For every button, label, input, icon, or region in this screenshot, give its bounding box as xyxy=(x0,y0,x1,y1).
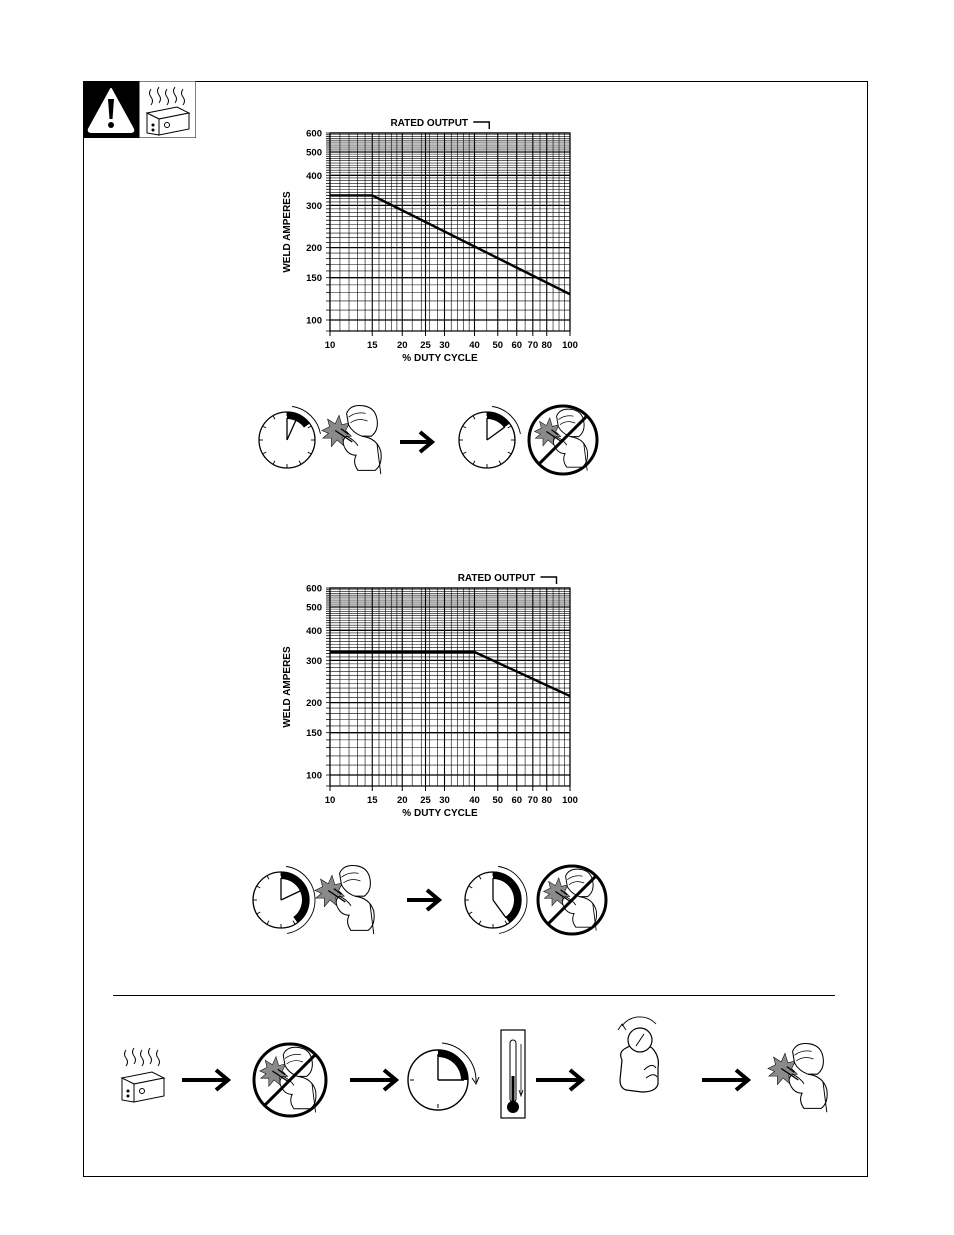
x-tick-label: 20 xyxy=(396,795,408,806)
x-tick-label: 60 xyxy=(511,795,523,806)
x-tick-label: 70 xyxy=(527,795,539,806)
x-tick-label: 40 xyxy=(469,340,480,351)
x-axis-label: % DUTY CYCLE xyxy=(402,808,478,819)
y-tick-label: 400 xyxy=(306,170,322,182)
y-tick-label: 400 xyxy=(306,625,322,637)
rated-output-marker xyxy=(540,577,556,584)
welder-icon xyxy=(315,865,374,934)
x-tick-label: 100 xyxy=(562,340,578,351)
right-arrow-icon xyxy=(536,1070,582,1090)
clock-icon xyxy=(408,1043,479,1110)
chart-series xyxy=(330,195,570,294)
x-tick-label: 30 xyxy=(439,795,450,806)
y-tick-label: 100 xyxy=(306,315,322,327)
x-tick-label: 100 xyxy=(562,795,578,806)
x-tick-label: 40 xyxy=(469,795,480,806)
duty-cycle-chart-1 xyxy=(270,105,600,375)
y-tick-label: 300 xyxy=(306,200,322,212)
right-arrow-icon xyxy=(350,1070,396,1090)
clock-icon xyxy=(253,866,315,933)
right-arrow-icon xyxy=(400,432,432,452)
no-welding-icon xyxy=(254,1044,326,1116)
y-tick-label: 600 xyxy=(306,128,322,140)
right-arrow-icon xyxy=(182,1070,228,1090)
x-tick-label: 30 xyxy=(439,340,450,351)
rated-output-label: RATED OUTPUT xyxy=(390,118,469,129)
y-tick-label: 100 xyxy=(306,770,322,782)
chart-grid xyxy=(330,588,570,786)
x-tick-label: 15 xyxy=(366,340,378,351)
y-axis-label: WELD AMPERES xyxy=(282,646,293,728)
chart-grid xyxy=(330,133,570,331)
y-tick-label: 200 xyxy=(306,698,322,710)
x-axis-label: % DUTY CYCLE xyxy=(402,353,478,364)
clock-icon xyxy=(259,406,320,468)
clock-icon xyxy=(459,406,520,468)
x-tick-label: 80 xyxy=(541,340,553,351)
y-tick-label: 500 xyxy=(306,147,322,159)
right-arrow-icon xyxy=(407,890,439,910)
clock-icon xyxy=(465,866,527,933)
rated-output-marker xyxy=(473,122,489,129)
welder-icon xyxy=(768,1043,827,1112)
x-tick-label: 60 xyxy=(511,340,523,351)
x-tick-label: 10 xyxy=(324,340,336,351)
y-tick-label: 300 xyxy=(306,655,322,667)
chart-tick-labels xyxy=(306,584,578,807)
y-tick-label: 200 xyxy=(306,243,322,255)
y-tick-label: 600 xyxy=(306,583,322,595)
thermometer-icon xyxy=(501,1030,525,1118)
rated-output-label: RATED OUTPUT xyxy=(457,573,536,584)
duty-cycle-sequence-2 xyxy=(245,858,615,938)
no-welding-icon xyxy=(538,866,606,934)
chart-axes xyxy=(326,588,570,791)
x-tick-label: 15 xyxy=(366,795,378,806)
warning-header xyxy=(83,81,196,138)
overheated-unit-icon xyxy=(122,1048,164,1102)
no-welding-icon xyxy=(529,406,597,474)
plot-frame xyxy=(330,588,570,786)
x-tick-label: 50 xyxy=(492,795,504,806)
y-tick-label: 500 xyxy=(306,602,322,614)
x-tick-label: 50 xyxy=(492,340,504,351)
x-tick-label: 25 xyxy=(420,340,431,351)
x-tick-label: 70 xyxy=(527,340,539,351)
right-arrow-icon xyxy=(702,1070,748,1090)
overheat-reset-sequence xyxy=(110,1010,850,1125)
plot-frame xyxy=(330,133,570,331)
duty-cycle-curve xyxy=(330,652,570,696)
duty-cycle-chart-2 xyxy=(270,560,600,830)
y-axis-label: WELD AMPERES xyxy=(282,191,293,273)
chart-tick-labels xyxy=(306,129,578,352)
section-divider xyxy=(113,995,835,996)
y-tick-label: 150 xyxy=(306,273,322,285)
reset-knob-icon xyxy=(618,1017,658,1092)
x-tick-label: 80 xyxy=(541,795,553,806)
x-tick-label: 25 xyxy=(420,795,431,806)
duty-cycle-curve xyxy=(330,195,570,294)
x-tick-label: 10 xyxy=(324,795,336,806)
chart-series xyxy=(330,652,570,696)
duty-cycle-sequence-1 xyxy=(250,400,610,480)
y-tick-label: 150 xyxy=(306,728,322,740)
x-tick-label: 20 xyxy=(396,340,408,351)
welder-icon xyxy=(322,405,381,474)
